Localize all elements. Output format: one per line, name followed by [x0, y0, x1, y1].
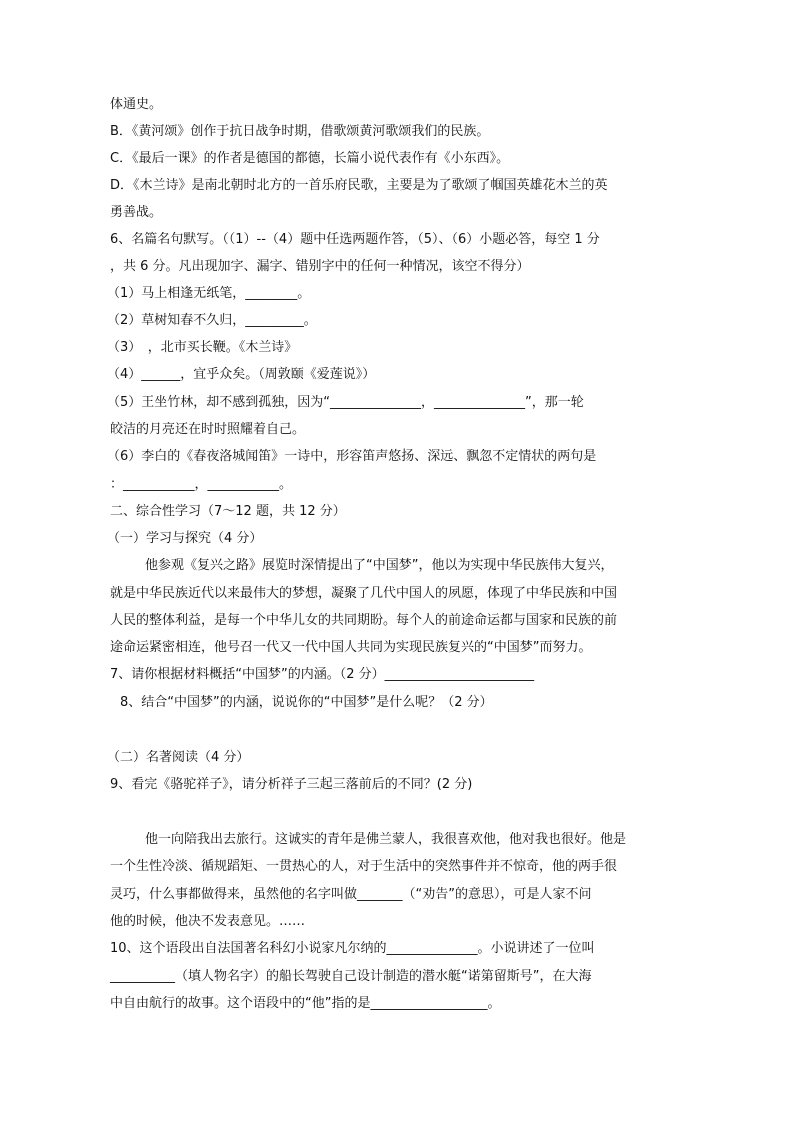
text-line: 他的时候，他决不发表意见。…… [110, 914, 306, 929]
text-line: 他一向陪我出去旅行。这诚实的青年是佛兰蒙人，我很喜欢他，他对我也很好。他是 [145, 832, 627, 847]
text-line: B．《黄河颂》创作于抗日战争时期，借歌颂黄河歌颂我们的民族。 [110, 124, 490, 139]
text-line: （1）马上相逢无纸笔，________。 [107, 286, 311, 301]
subsection-heading: （一）学习与探究（4 分） [107, 531, 263, 546]
text-line: ：___________，___________。 [110, 477, 293, 492]
text-line: 人民的整体利益，是每一个中华儿女的共同期盼。每个人的前途命运都与国家和民族的前 [110, 613, 618, 628]
text-line: C．《最后一课》的作者是德国的都德，长篇小说代表作有《小东西》。 [110, 151, 510, 166]
text-line: 灵巧，什么事都做得来，虽然他的名字叫做_______（“劝告”的意思），可是人家不问 [110, 887, 592, 902]
text-line: （6）李白的《春夜洛城闻笛》一诗中，形容笛声悠扬、深远、飘忽不定情状的两句是 [107, 449, 597, 464]
subsection-heading: （二）名著阅读（4 分） [107, 750, 250, 765]
question-8: 8、结合“中国梦”的内涵，说说你的“中国梦”是什么呢？（2 分） [120, 695, 493, 710]
text-line: 勇善战。 [110, 205, 163, 220]
question-6: 6、名篇名句默写。（（1）--（4）题中任选两题作答，（5）、（6）小题必答，每空 1 分 [110, 232, 600, 247]
text-line: （3） ，北市买长鞭。《木兰诗》 [107, 340, 298, 355]
text-line: 他参观《复兴之路》展览时深情提出了“中国梦”，他以为实现中华民族伟大复兴， [145, 558, 614, 573]
text-line: 皎洁的月亮还在时时照耀着自己。 [110, 422, 306, 437]
text-line: 途命运紧密相连，他号召一代又一代中国人共同为实现民族复兴的“中国梦”而努力。 [110, 640, 592, 655]
question-10: 10、这个语段出自法国著名科幻小说家凡尔纳的______________。小说讲述了一位叫 [110, 941, 595, 956]
text-line: __________（填人物名字）的船长驾驶自己设计制造的潜水艇“诺第留斯号”，在大海 [110, 969, 592, 984]
section-heading: 二、综合性学习（7～12 题，共 12 分） [110, 504, 346, 519]
text-line: ，共 6 分。凡出现加字、漏字、错别字中的任何一种情况，该空不得分） [110, 259, 530, 274]
text-line: （5）王坐竹林，却不感到孤独，因为“______________，______________”，那一轮 [107, 395, 584, 410]
text-line: D．《木兰诗》是南北朝时北方的一首乐府民歌，主要是为了歌颂了帼国英雄花木兰的英 [110, 178, 608, 193]
question-9: 9、看完《骆驼祥子》，请分析祥子三起三落前后的不同？(2 分) [110, 777, 473, 792]
text-line: 体通史。 [110, 97, 163, 112]
text-line: 就是中华民族近代以来最伟大的梦想，凝聚了几代中国人的夙愿，体现了中华民族和中国 [110, 586, 618, 601]
text-line: 中自由航行的故事。这个语段中的“他”指的是__________________。 [110, 996, 501, 1011]
text-line: （4）______，宜乎众矣。（周敦颐《爱莲说》） [107, 367, 376, 382]
question-7: 7、请你根据材料概括“中国梦”的内涵。（2 分）_______________________ [110, 667, 535, 682]
text-line: 一个生性冷淡、循规蹈矩、一贯热心的人，对于生活中的突然事件并不惊奇，他的两手很 [110, 859, 618, 874]
text-line: （2）草树知春不久归，_________。 [107, 313, 317, 328]
